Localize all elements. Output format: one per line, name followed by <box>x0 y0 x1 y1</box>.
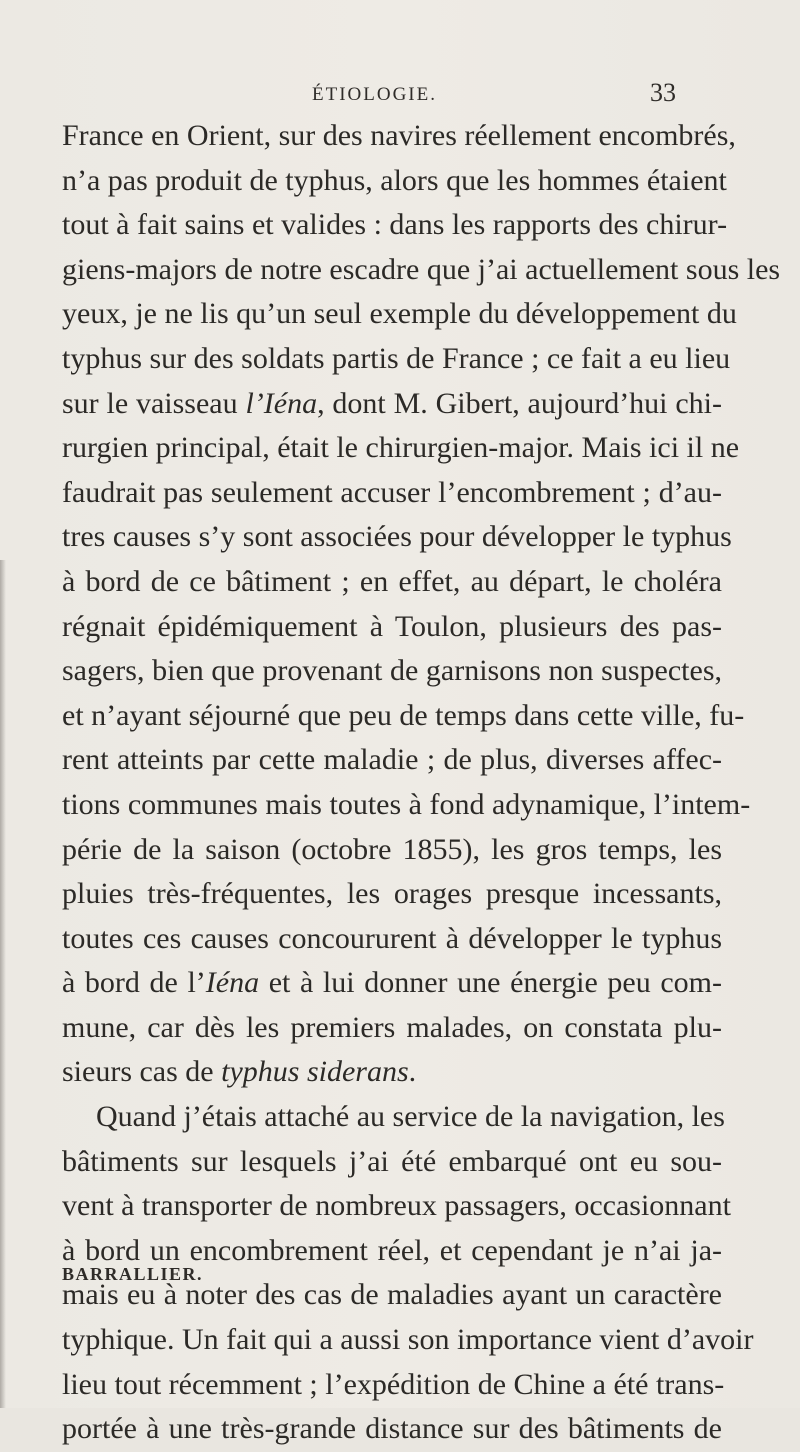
text-line-11: à bord de ce bâtiment ; en effet, au départ, le choléra <box>62 564 722 598</box>
text-line-17: périe de la saison (octobre 1855), les gros temps, les <box>62 832 722 866</box>
text-line-1: France en Orient, sur des navires réellement encombrés, <box>62 119 736 152</box>
text-line-24: bâtiments sur lesquels j’ai été embarqué ont eu sou- <box>62 1144 722 1178</box>
text-line-7: sur le vaisseau l’Iéna, dont M. Gibert, aujourd’hui chi- <box>62 386 722 420</box>
text-line-14: et n’ayant séjourné que peu de temps dans cette ville, fu- <box>62 698 745 732</box>
text-line-13: sagers, bien que provenant de garnisons non suspectes, <box>62 654 722 688</box>
text-line-6: typhus sur des soldats partis de France ; ce fait a eu lieu <box>62 341 731 375</box>
text-line-21: mune, car dès les premiers malades, on constata plu- <box>62 1010 722 1044</box>
page-number: 33 <box>650 78 676 107</box>
text-line-22: sieurs cas de typhus siderans. <box>62 1055 417 1089</box>
text-line-3: tout à fait sains et valides : dans les rapports des chirur- <box>62 208 728 242</box>
page-edge-shadow <box>0 560 6 1408</box>
text-line-25: vent à transporter de nombreux passagers, occasionnant <box>62 1189 731 1223</box>
text-line-8: rurgien principal, était le chirurgien-major. Mais ici il ne <box>62 431 740 465</box>
text-line-20: à bord de l’Iéna et à lui donner une énergie peu com- <box>62 966 722 1000</box>
text-line-4: giens-majors de notre escadre que j’ai actuellement sous les <box>62 252 781 286</box>
text-line-10: tres causes s’y sont associées pour développer le typhus <box>62 520 732 554</box>
text-line-16: tions communes mais toutes à fond adynamique, l’intem- <box>62 787 751 821</box>
body-text <box>62 114 781 1452</box>
text-line-29: lieu tout récemment ; l’expédition de Chine a été trans- <box>62 1367 725 1401</box>
signature-mark: BARRALLIER. <box>62 1264 204 1284</box>
text-line-27: mais eu à noter des cas de maladies ayant un caractère <box>62 1278 722 1312</box>
text-line-5: yeux, je ne lis qu’un seul exemple du développement du <box>62 297 737 331</box>
text-line-12: régnait épidémiquement à Toulon, plusieurs des pas- <box>62 609 722 643</box>
text-line-28: typhique. Un fait qui a aussi son importance vient d’avoir <box>62 1323 754 1357</box>
disease-term-italic: typhus siderans <box>221 1055 409 1089</box>
running-title: ÉTIOLOGIE. <box>312 84 437 105</box>
text-line-2: n’a pas produit de typhus, alors que les hommes étaient <box>62 163 727 197</box>
ship-name-italic: Iéna <box>205 966 260 1000</box>
text-line-30: portée à une très-grande distance sur des bâtiments de <box>62 1412 722 1446</box>
text-line-15: rent atteints par cette maladie ; de plus, diverses affec- <box>62 743 722 777</box>
ship-name-italic: l’Iéna <box>245 386 318 420</box>
running-head <box>0 78 800 114</box>
text-line-18: pluies très-fréquentes, les orages presque incessants, <box>62 877 722 911</box>
text-line-19: toutes ces causes concoururent à développer le typhus <box>62 921 722 955</box>
text-line-26: à bord un encombrement réel, et cependant je n’ai ja- <box>62 1233 722 1267</box>
text-line-9: faudrait pas seulement accuser l’encombrement ; d’au- <box>62 475 722 509</box>
text-line-23: Quand j’étais attaché au service de la navigation, les <box>96 1100 725 1134</box>
